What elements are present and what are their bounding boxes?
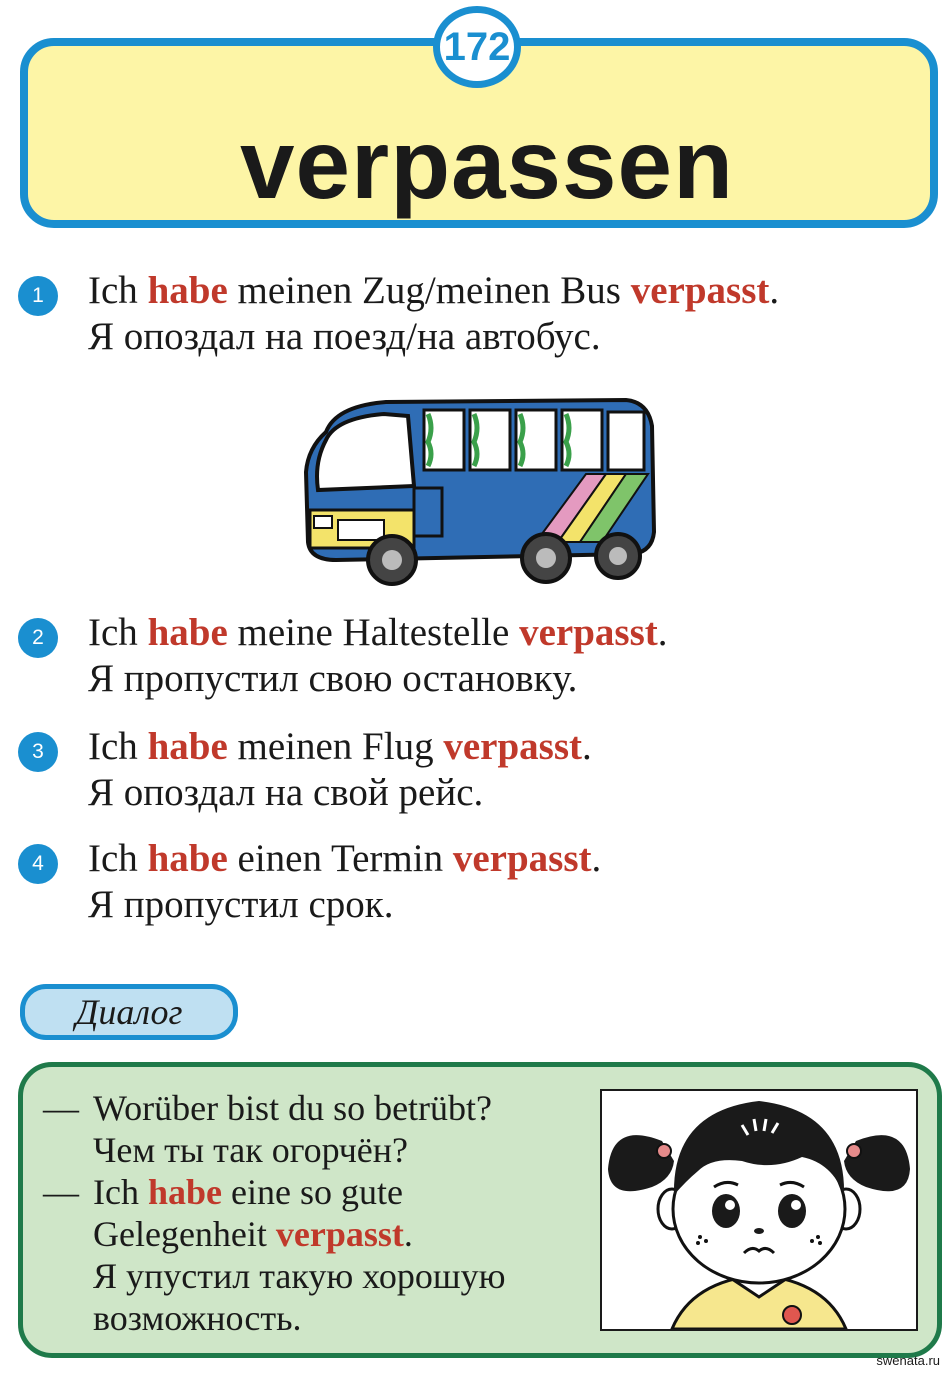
auxiliary-verb: habe bbox=[147, 269, 228, 312]
example-4-german: Ich habe einen Termin verpasst. bbox=[88, 837, 602, 880]
dialog-question-russian: Чем ты так огорчён? bbox=[93, 1130, 409, 1170]
sad-girl-illustration bbox=[602, 1091, 916, 1329]
example-3-german: Ich habe meinen Flug verpasst. bbox=[88, 725, 592, 768]
dialog-dash-2: — bbox=[43, 1172, 79, 1212]
dialog-answer-german-line1: Ich habe eine so gute bbox=[93, 1172, 403, 1212]
dialog-question-german: Worüber bist du so betrübt? bbox=[93, 1088, 493, 1128]
example-3-russian: Я опоздал на свой рейс. bbox=[88, 771, 484, 814]
example-number-3: 3 bbox=[18, 732, 58, 772]
example-2-russian: Я пропустил свою остановку. bbox=[88, 657, 578, 700]
auxiliary-verb: habe bbox=[147, 725, 228, 768]
bus-illustration bbox=[296, 392, 664, 588]
participle: verpasst bbox=[630, 269, 770, 312]
dialog-answer-russian-line2: возможность. bbox=[93, 1298, 302, 1338]
headword: verpassen bbox=[240, 109, 734, 219]
dialog-answer-german-line2: Gelegenheit verpasst. bbox=[93, 1214, 413, 1254]
auxiliary-verb: habe bbox=[147, 611, 228, 654]
example-4-russian: Я пропустил срок. bbox=[88, 883, 394, 926]
girl-illustration-frame bbox=[600, 1089, 918, 1331]
example-number-1: 1 bbox=[18, 276, 58, 316]
participle: verpasst bbox=[519, 611, 658, 654]
example-number-4: 4 bbox=[18, 844, 58, 884]
watermark: swenata.ru bbox=[876, 1353, 940, 1368]
example-number-2: 2 bbox=[18, 618, 58, 658]
dialog-box bbox=[18, 1062, 942, 1358]
dialog-label: Диалог bbox=[20, 984, 238, 1040]
participle: verpasst bbox=[443, 725, 582, 768]
dialog-answer-russian-line1: Я упустил такую хорошую bbox=[93, 1256, 506, 1296]
auxiliary-verb: habe bbox=[147, 1172, 222, 1212]
participle: verpasst bbox=[275, 1214, 404, 1254]
participle: verpasst bbox=[452, 837, 592, 880]
example-2-german: Ich habe meine Haltestelle verpasst. bbox=[88, 611, 668, 654]
auxiliary-verb: habe bbox=[147, 837, 228, 880]
example-1-german: Ich habe meinen Zug/meinen Bus verpasst. bbox=[88, 269, 780, 312]
example-1-russian: Я опоздал на поезд/на автобус. bbox=[88, 315, 601, 358]
dialog-dash-1: — bbox=[43, 1088, 79, 1128]
card-number-badge: 172 bbox=[433, 6, 521, 88]
